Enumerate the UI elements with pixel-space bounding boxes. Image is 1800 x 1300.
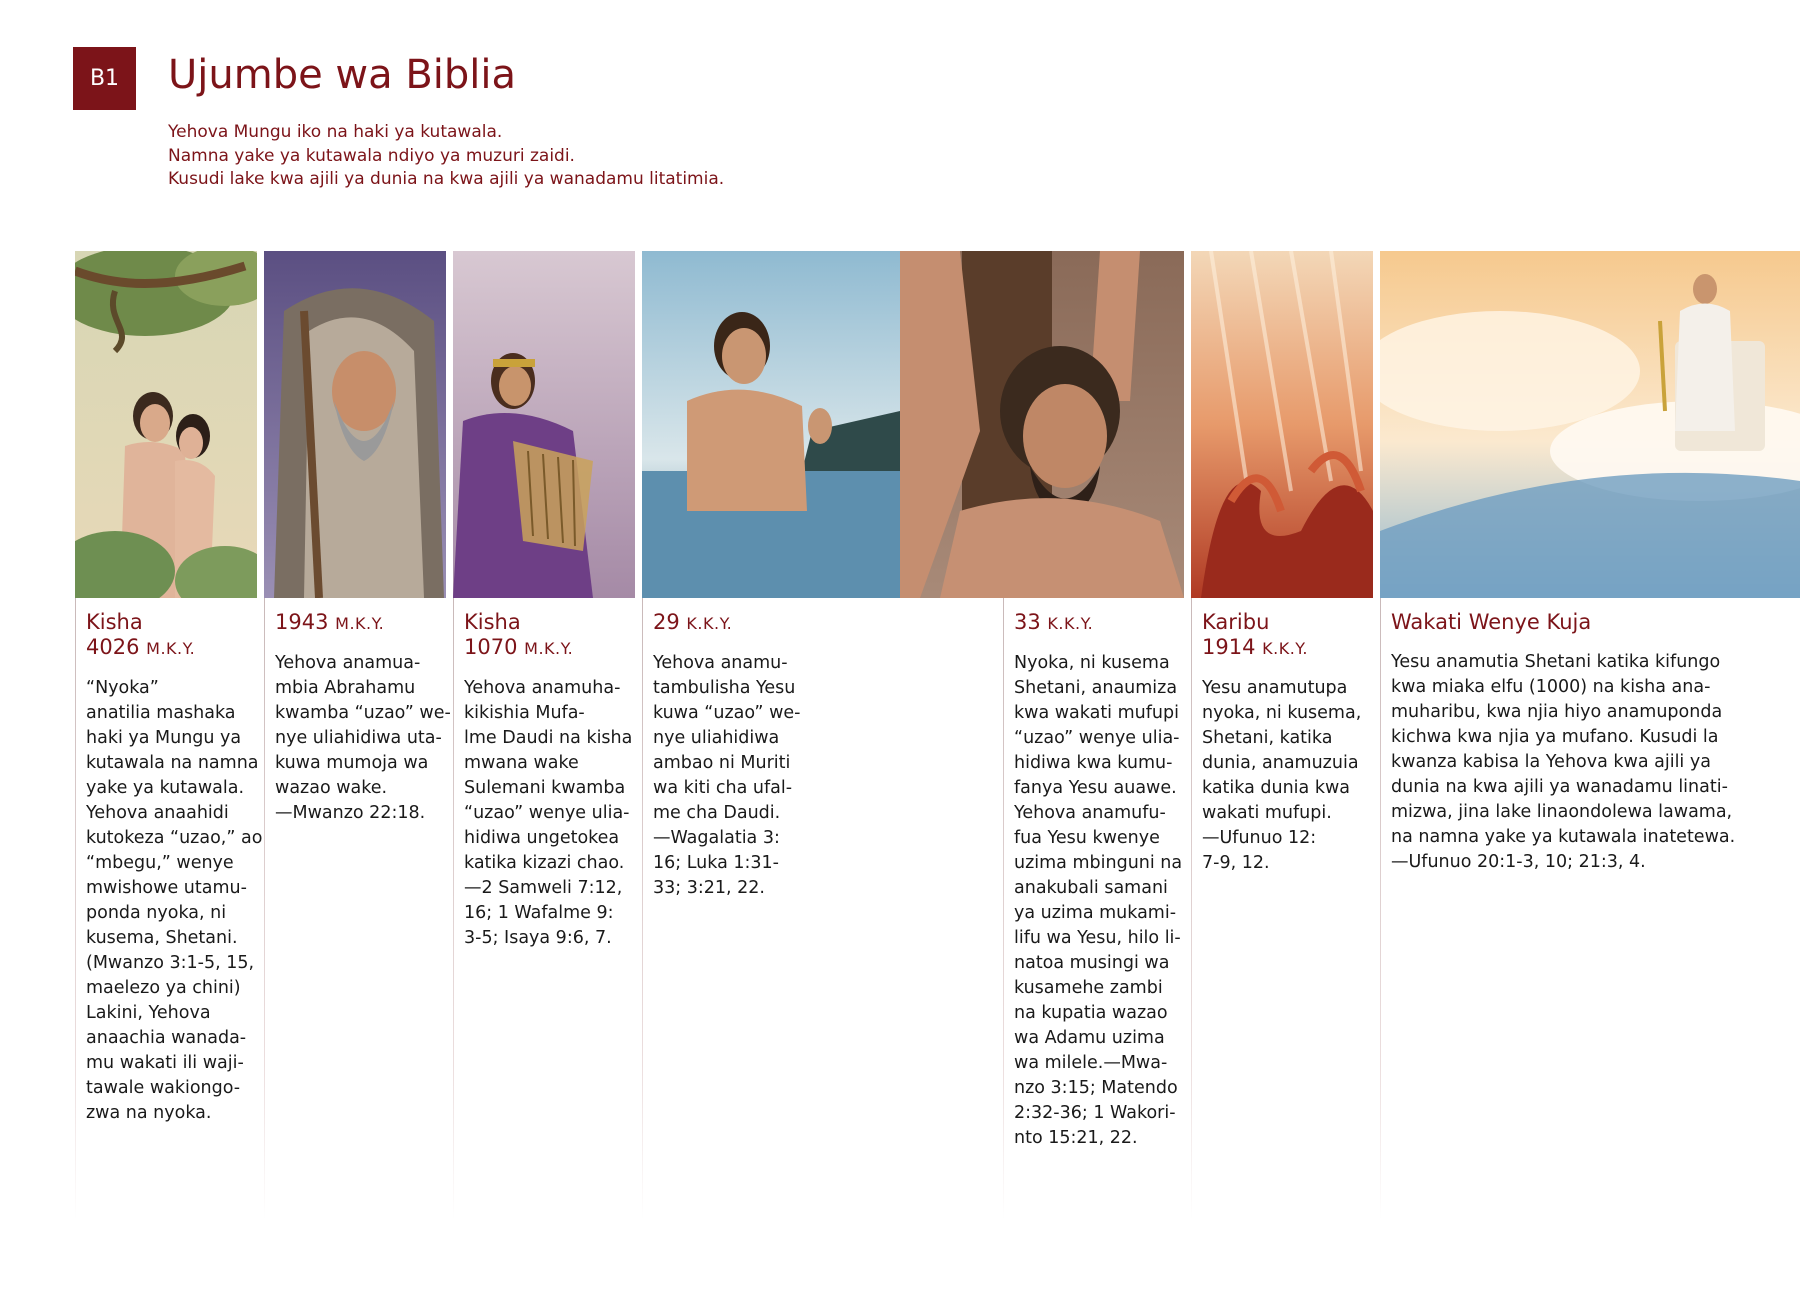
column-divider bbox=[1003, 598, 1004, 1220]
body-line: muharibu, kwa njia hiyo anamuponda bbox=[1391, 702, 1723, 722]
body-line: na kupatia wazao bbox=[1014, 1003, 1168, 1023]
column-heading bbox=[275, 610, 451, 636]
intro-line: Namna yake ya kutawala ndiyo ya muzuri zaidi. bbox=[168, 145, 575, 166]
body-line: ponda nyoka, ni bbox=[86, 903, 227, 923]
body-line: dunia na kwa ajili ya wanadamu linati- bbox=[1391, 777, 1728, 797]
body-line: —Mwanzo 22:18. bbox=[275, 803, 426, 823]
body-line: “Nyoka” bbox=[86, 678, 159, 698]
date-line bbox=[86, 635, 262, 661]
body-line: Sulemani kwamba bbox=[464, 778, 626, 798]
body-line: Yesu anamutupa bbox=[1202, 678, 1348, 698]
era: K.K.Y. bbox=[1262, 639, 1308, 658]
heading-label: Kisha bbox=[464, 610, 521, 634]
body-line: (Mwanzo 3:1-5, 15, bbox=[86, 953, 255, 973]
date-line bbox=[464, 635, 632, 661]
body-line: maelezo ya chini) bbox=[86, 978, 241, 998]
body-line: ambao ni Muriti bbox=[653, 753, 791, 773]
intro-text bbox=[168, 121, 724, 192]
body-line: 33; 3:21, 22. bbox=[653, 878, 765, 898]
column-heading bbox=[86, 610, 262, 661]
body-line: kwa miaka elfu (1000) na kisha ana- bbox=[1391, 677, 1711, 697]
year: 29 bbox=[653, 610, 680, 634]
body-line: Yehova anamuha- bbox=[464, 678, 621, 698]
date-line bbox=[1202, 635, 1361, 661]
body-line: “mbegu,” wenye bbox=[86, 853, 234, 873]
column-divider bbox=[1380, 598, 1381, 1220]
body-line: kutawala na namna bbox=[86, 753, 259, 773]
section-badge: B1 bbox=[73, 47, 136, 110]
body-line: katika kizazi chao. bbox=[464, 853, 625, 873]
era: K.K.Y. bbox=[1047, 614, 1094, 633]
year: 1914 bbox=[1202, 635, 1256, 659]
column-body bbox=[86, 676, 262, 1126]
column-divider bbox=[75, 598, 76, 1220]
body-line: kwamba “uzao” we- bbox=[275, 703, 451, 723]
era: M.K.Y. bbox=[335, 614, 385, 633]
body-line: —Ufunuo 20:1-3, 10; 21:3, 4. bbox=[1391, 852, 1646, 872]
body-line: zwa na nyoka. bbox=[86, 1103, 212, 1123]
era: K.K.Y. bbox=[686, 614, 733, 633]
body-line: mbia Abrahamu bbox=[275, 678, 416, 698]
body-line: nye uliahidiwa bbox=[653, 728, 780, 748]
column-heading bbox=[1391, 610, 1735, 635]
body-line: tambulisha Yesu bbox=[653, 678, 796, 698]
body-line: wazao wake. bbox=[275, 778, 388, 798]
era: M.K.Y. bbox=[146, 639, 196, 658]
body-line: kwanza kabisa la Yehova kwa ajili ya bbox=[1391, 752, 1711, 772]
body-line: Nyoka, ni kusema bbox=[1014, 653, 1170, 673]
body-line: kichwa kwa njia ya mufano. Kusudi la bbox=[1391, 727, 1719, 747]
body-line: Yehova anamufu- bbox=[1014, 803, 1166, 823]
body-line: “uzao” wenye ulia- bbox=[1014, 728, 1180, 748]
column-body bbox=[1391, 650, 1735, 875]
body-line: nto 15:21, 22. bbox=[1014, 1128, 1138, 1148]
body-line: wa milele.—Mwa- bbox=[1014, 1053, 1168, 1073]
year: 1070 bbox=[464, 635, 518, 659]
abraham-illustration bbox=[264, 251, 446, 598]
adam-eve-serpent-illustration bbox=[75, 251, 257, 598]
column-body bbox=[653, 651, 800, 901]
body-line: Yesu anamutia Shetani katika kifungo bbox=[1391, 652, 1721, 672]
body-line: Shetani, anaumiza bbox=[1014, 678, 1178, 698]
body-line: yake ya kutawala. bbox=[86, 778, 245, 798]
year: 4026 bbox=[86, 635, 140, 659]
body-line: Yehova anaahidi bbox=[86, 803, 229, 823]
year: 33 bbox=[1014, 610, 1041, 634]
heading-label: Karibu bbox=[1202, 610, 1270, 634]
body-line: natoa musingi wa bbox=[1014, 953, 1170, 973]
body-line: wakati mufupi. bbox=[1202, 803, 1332, 823]
body-line: ya uzima mukami- bbox=[1014, 903, 1177, 923]
body-line: katika dunia kwa bbox=[1202, 778, 1350, 798]
body-line: Yehova anamu- bbox=[653, 653, 788, 673]
body-line: mu wakati ili waji- bbox=[86, 1053, 244, 1073]
date-line bbox=[1014, 610, 1182, 636]
body-line: kuwa “uzao” we- bbox=[653, 703, 801, 723]
body-line: lifu wa Yesu, hilo li- bbox=[1014, 928, 1181, 948]
page-title: Ujumbe wa Biblia bbox=[168, 52, 517, 98]
body-line: 16; 1 Wafalme 9: bbox=[464, 903, 614, 923]
intro-line: Kusudi lake kwa ajili ya dunia na kwa ajili ya wanadamu litatimia. bbox=[168, 169, 725, 189]
body-line: fua Yesu kwenye bbox=[1014, 828, 1160, 848]
column-body bbox=[1202, 676, 1361, 876]
body-line: hidiwa ungetokea bbox=[464, 828, 620, 848]
body-line: kwa wakati mufupi bbox=[1014, 703, 1179, 723]
body-line: —2 Samweli 7:12, bbox=[464, 878, 623, 898]
year: 1943 bbox=[275, 610, 329, 634]
column-heading bbox=[1014, 610, 1182, 636]
body-line: “uzao” wenye ulia- bbox=[464, 803, 630, 823]
body-line: kutokeza “uzao,” ao bbox=[86, 828, 263, 848]
column-body bbox=[464, 676, 632, 951]
jesus-baptism-illustration bbox=[642, 251, 900, 598]
column-heading bbox=[653, 610, 800, 636]
jesus-king-throne-illustration bbox=[1380, 251, 1800, 598]
body-line: wa kiti cha ufal- bbox=[653, 778, 793, 798]
era: M.K.Y. bbox=[524, 639, 574, 658]
body-line: anakubali samani bbox=[1014, 878, 1168, 898]
intro-line: Yehova Mungu iko na haki ya kutawala. bbox=[168, 122, 503, 142]
heading-label: Wakati Wenye Kuja bbox=[1391, 610, 1592, 634]
jesus-death-illustration bbox=[900, 251, 1184, 598]
body-line: nyoka, ni kusema, bbox=[1202, 703, 1362, 723]
column-divider bbox=[453, 598, 454, 1220]
body-line: 2:32-36; 1 Wakori- bbox=[1014, 1103, 1176, 1123]
body-line: kuwa mumoja wa bbox=[275, 753, 429, 773]
body-line: —Wagalatia 3: bbox=[653, 828, 780, 848]
body-line: anaachia wanada- bbox=[86, 1028, 247, 1048]
body-line: Yehova anamua- bbox=[275, 653, 421, 673]
date-line bbox=[275, 610, 451, 636]
body-line: —Ufunuo 12: bbox=[1202, 828, 1317, 848]
body-line: tawale wakiongo- bbox=[86, 1078, 241, 1098]
body-line: haki ya Mungu ya bbox=[86, 728, 242, 748]
body-line: 3-5; Isaya 9:6, 7. bbox=[464, 928, 612, 948]
satan-cast-down-illustration bbox=[1191, 251, 1373, 598]
column-divider bbox=[1191, 598, 1192, 1220]
body-line: Shetani, katika bbox=[1202, 728, 1333, 748]
column-heading bbox=[464, 610, 632, 661]
body-line: anatilia mashaka bbox=[86, 703, 236, 723]
body-line: me cha Daudi. bbox=[653, 803, 781, 823]
body-line: kusema, Shetani. bbox=[86, 928, 238, 948]
king-david-harp-illustration bbox=[453, 251, 635, 598]
body-line: fanya Yesu auawe. bbox=[1014, 778, 1177, 798]
body-line: kikishia Mufa- bbox=[464, 703, 585, 723]
body-line: kusamehe zambi bbox=[1014, 978, 1163, 998]
body-line: 7-9, 12. bbox=[1202, 853, 1270, 873]
body-line: dunia, anamuzuia bbox=[1202, 753, 1359, 773]
column-heading bbox=[1202, 610, 1361, 661]
body-line: uzima mbinguni na bbox=[1014, 853, 1183, 873]
body-line: lme Daudi na kisha bbox=[464, 728, 633, 748]
body-line: mwishowe utamu- bbox=[86, 878, 247, 898]
body-line: hidiwa kwa kumu- bbox=[1014, 753, 1173, 773]
body-line: Lakini, Yehova bbox=[86, 1003, 211, 1023]
column-divider bbox=[642, 598, 643, 1220]
body-line: mwana wake bbox=[464, 753, 579, 773]
body-line: na namna yake ya kutawala inatetewa. bbox=[1391, 827, 1736, 847]
body-line: nzo 3:15; Matendo bbox=[1014, 1078, 1178, 1098]
body-line: mizwa, jina lake linaondolewa lawama, bbox=[1391, 802, 1733, 822]
body-line: nye uliahidiwa uta- bbox=[275, 728, 442, 748]
column-body bbox=[275, 651, 451, 826]
heading-label: Kisha bbox=[86, 610, 143, 634]
date-line bbox=[653, 610, 800, 636]
body-line: wa Adamu uzima bbox=[1014, 1028, 1165, 1048]
column-body bbox=[1014, 651, 1182, 1151]
column-divider bbox=[264, 598, 265, 1220]
body-line: 16; Luka 1:31- bbox=[653, 853, 779, 873]
